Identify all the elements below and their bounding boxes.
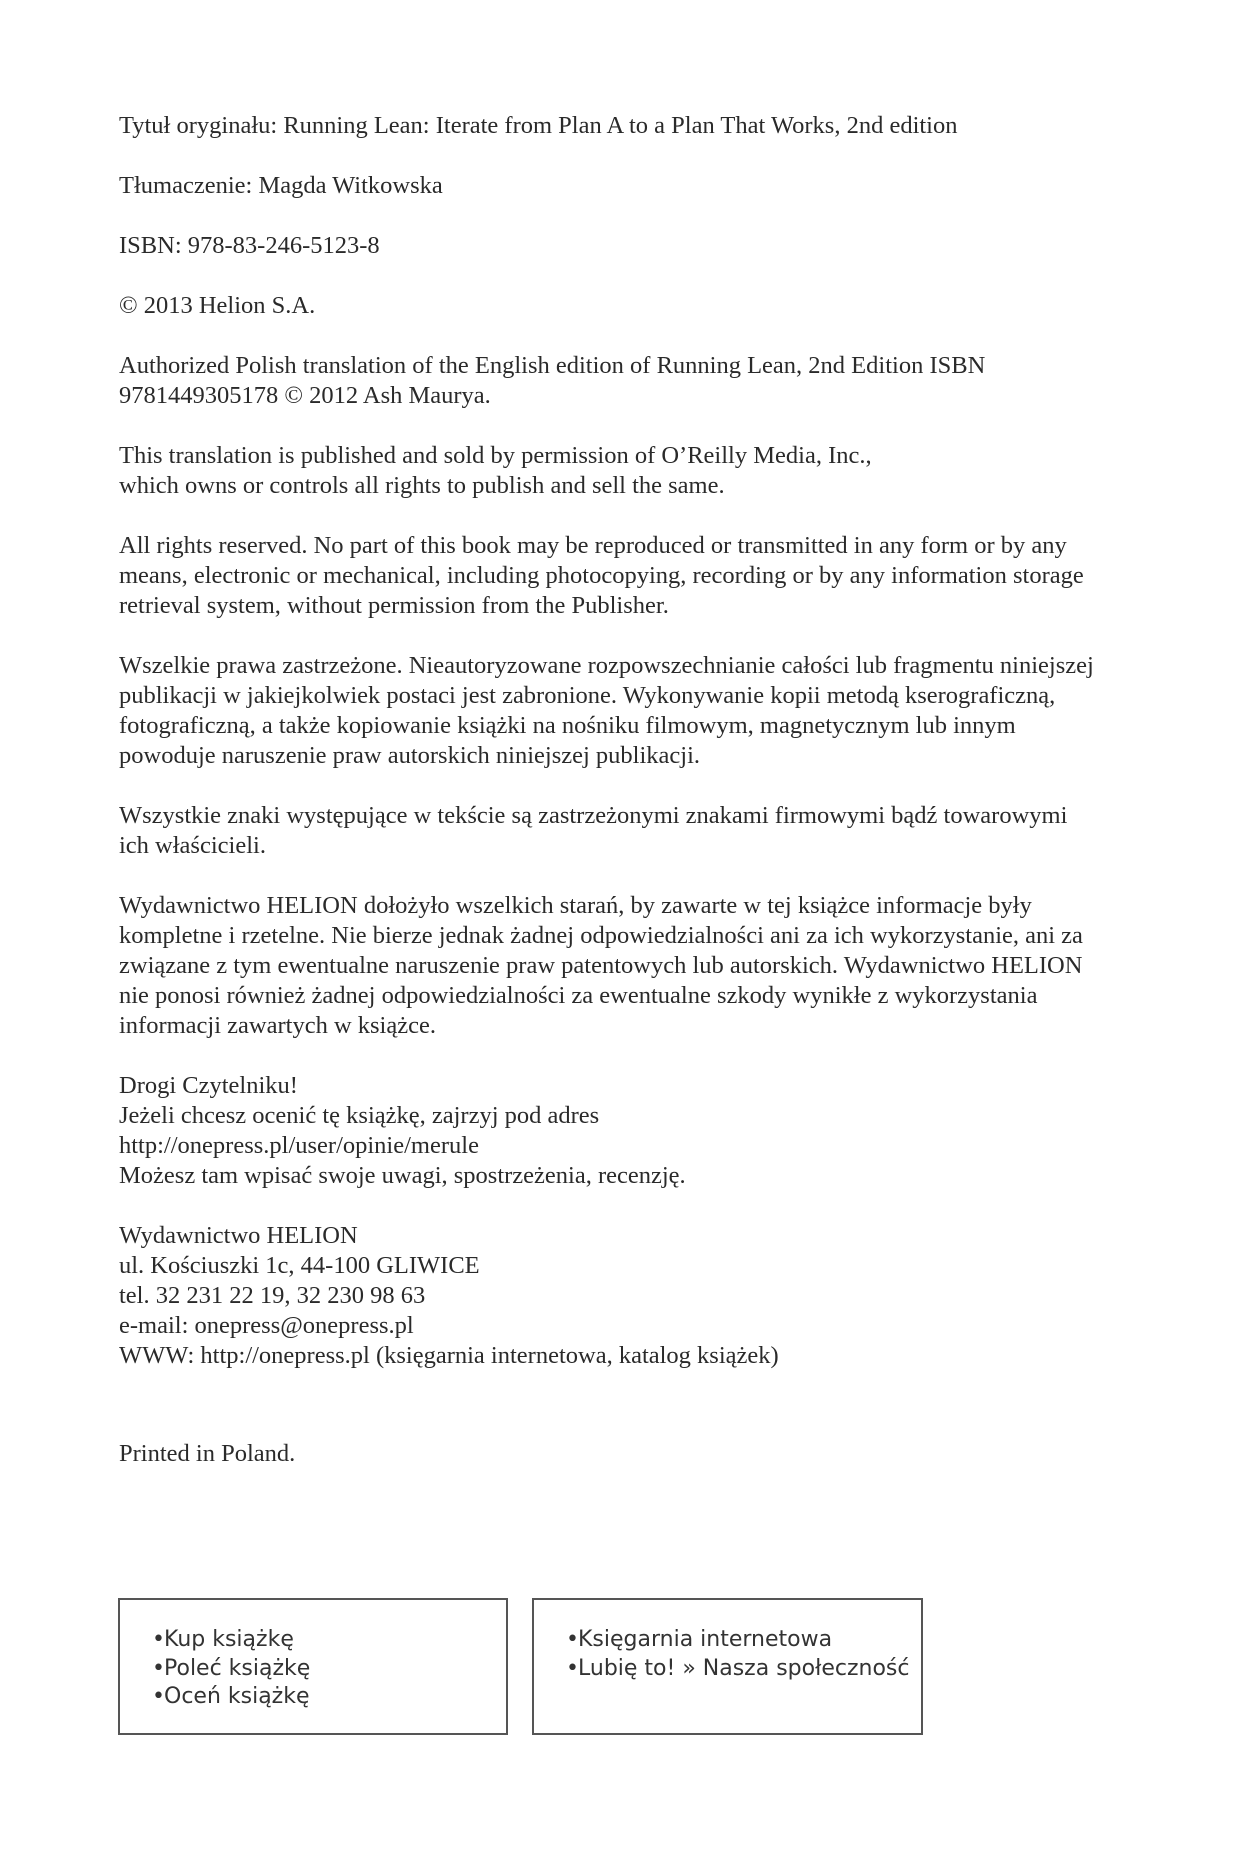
isbn: ISBN: 978-83-246-5123-8 [119,232,380,259]
text-line: związane z tym ewentualne naruszenie praw patentowych lub autorskich. Wydawnictwo HELION [119,952,1083,979]
rights-reserved-english [119,531,1139,621]
bullet-icon: • [152,1627,165,1652]
text-line: 9781449305178 © 2012 Ash Maurya. [119,382,491,409]
buy-book-link[interactable]: •Kup książkę [152,1626,506,1655]
text-line: Wydawnictwo HELION dołożyło wszelkich starań, by zawarte w tej książce informacje były [119,892,1032,919]
community-link[interactable]: •Lubię to! » Nasza społeczność [566,1655,921,1684]
text-line: This translation is published and sold by permission of O’Reilly Media, Inc., [119,442,872,469]
disclaimer [119,891,1139,1041]
review-url: http://onepress.pl/user/opinie/merule [119,1132,479,1159]
text-line: powoduje naruszenie praw autorskich niniejszej publikacji. [119,742,701,769]
bullet-icon: • [566,1627,579,1652]
permission-notice [119,441,1139,501]
recommend-book-link[interactable]: •Poleć książkę [152,1655,506,1684]
printed-in-notice: Printed in Poland. [119,1440,296,1467]
online-bookstore-link[interactable]: •Księgarnia internetowa [566,1626,921,1655]
bullet-icon: • [152,1684,165,1709]
text-line: means, electronic or mechanical, including photocopying, recording or by any information storage [119,562,1084,589]
reader-note [119,1071,1139,1191]
publisher-name: Wydawnictwo HELION [119,1222,358,1249]
text-line: publikacji w jakiejkolwiek postaci jest zabronione. Wykonywanie kopii metodą kserograficzną, [119,682,1056,709]
reader-instruction: Możesz tam wpisać swoje uwagi, spostrzeżenia, recenzję. [119,1162,686,1189]
text-line: kompletne i rzetelne. Nie bierze jednak żadnej odpowiedzialności ani za ich wykorzystanie, ani za [119,922,1083,949]
publisher-phone: tel. 32 231 22 19, 32 230 98 63 [119,1282,426,1309]
text-line: retrieval system, without permission from the Publisher. [119,592,669,619]
text-line: Wszelkie prawa zastrzeżone. Nieautoryzowane rozpowszechnianie całości lub fragmentu niniejszej [119,652,1094,679]
publisher-website: WWW: http://onepress.pl (księgarnia internetowa, katalog książek) [119,1342,779,1369]
text-line: Wszystkie znaki występujące w tekście są zastrzeżonymi znakami firmowymi bądź towarowymi [119,802,1068,829]
publisher-address: ul. Kościuszki 1c, 44-100 GLIWICE [119,1252,480,1279]
store-links-box [532,1598,923,1735]
text-line: All rights reserved. No part of this book may be reproduced or transmitted in any form or by any [119,532,1067,559]
publisher-email: e-mail: onepress@onepress.pl [119,1312,414,1339]
copyright-notice: © 2013 Helion S.A. [119,292,316,319]
text-line: fotograficzną, a także kopiowanie książki na nośniku filmowym, magnetycznym lub innym [119,712,1016,739]
rights-reserved-polish [119,651,1139,771]
publisher-contact [119,1221,1139,1371]
translator-credit: Tłumaczenie: Magda Witkowska [119,172,443,199]
trademarks-notice [119,801,1139,861]
text-line: informacji zawartych w książce. [119,1012,436,1039]
authorized-translation-notice [119,351,1139,411]
original-title: Tytuł oryginału: Running Lean: Iterate from Plan A to a Plan That Works, 2nd edition [119,112,958,139]
bullet-icon: • [566,1655,579,1681]
text-line: which owns or controls all rights to publish and sell the same. [119,472,725,499]
reader-prompt: Jeżeli chcesz ocenić tę książkę, zajrzyj pod adres [119,1102,600,1129]
rate-book-link[interactable]: •Oceń książkę [152,1683,506,1712]
text-line: ich właścicieli. [119,832,266,859]
imprint-page [119,111,1139,1499]
book-actions-box [118,1598,508,1735]
book-actions-list [120,1600,506,1712]
bullet-icon: • [152,1655,165,1681]
text-line: Authorized Polish translation of the English edition of Running Lean, 2nd Edition ISBN [119,352,986,379]
store-links-list [534,1600,921,1683]
reader-greeting: Drogi Czytelniku! [119,1072,298,1099]
text-line: nie ponosi również żadnej odpowiedzialności za ewentualne szkody wynikłe z wykorzystania [119,982,1038,1009]
